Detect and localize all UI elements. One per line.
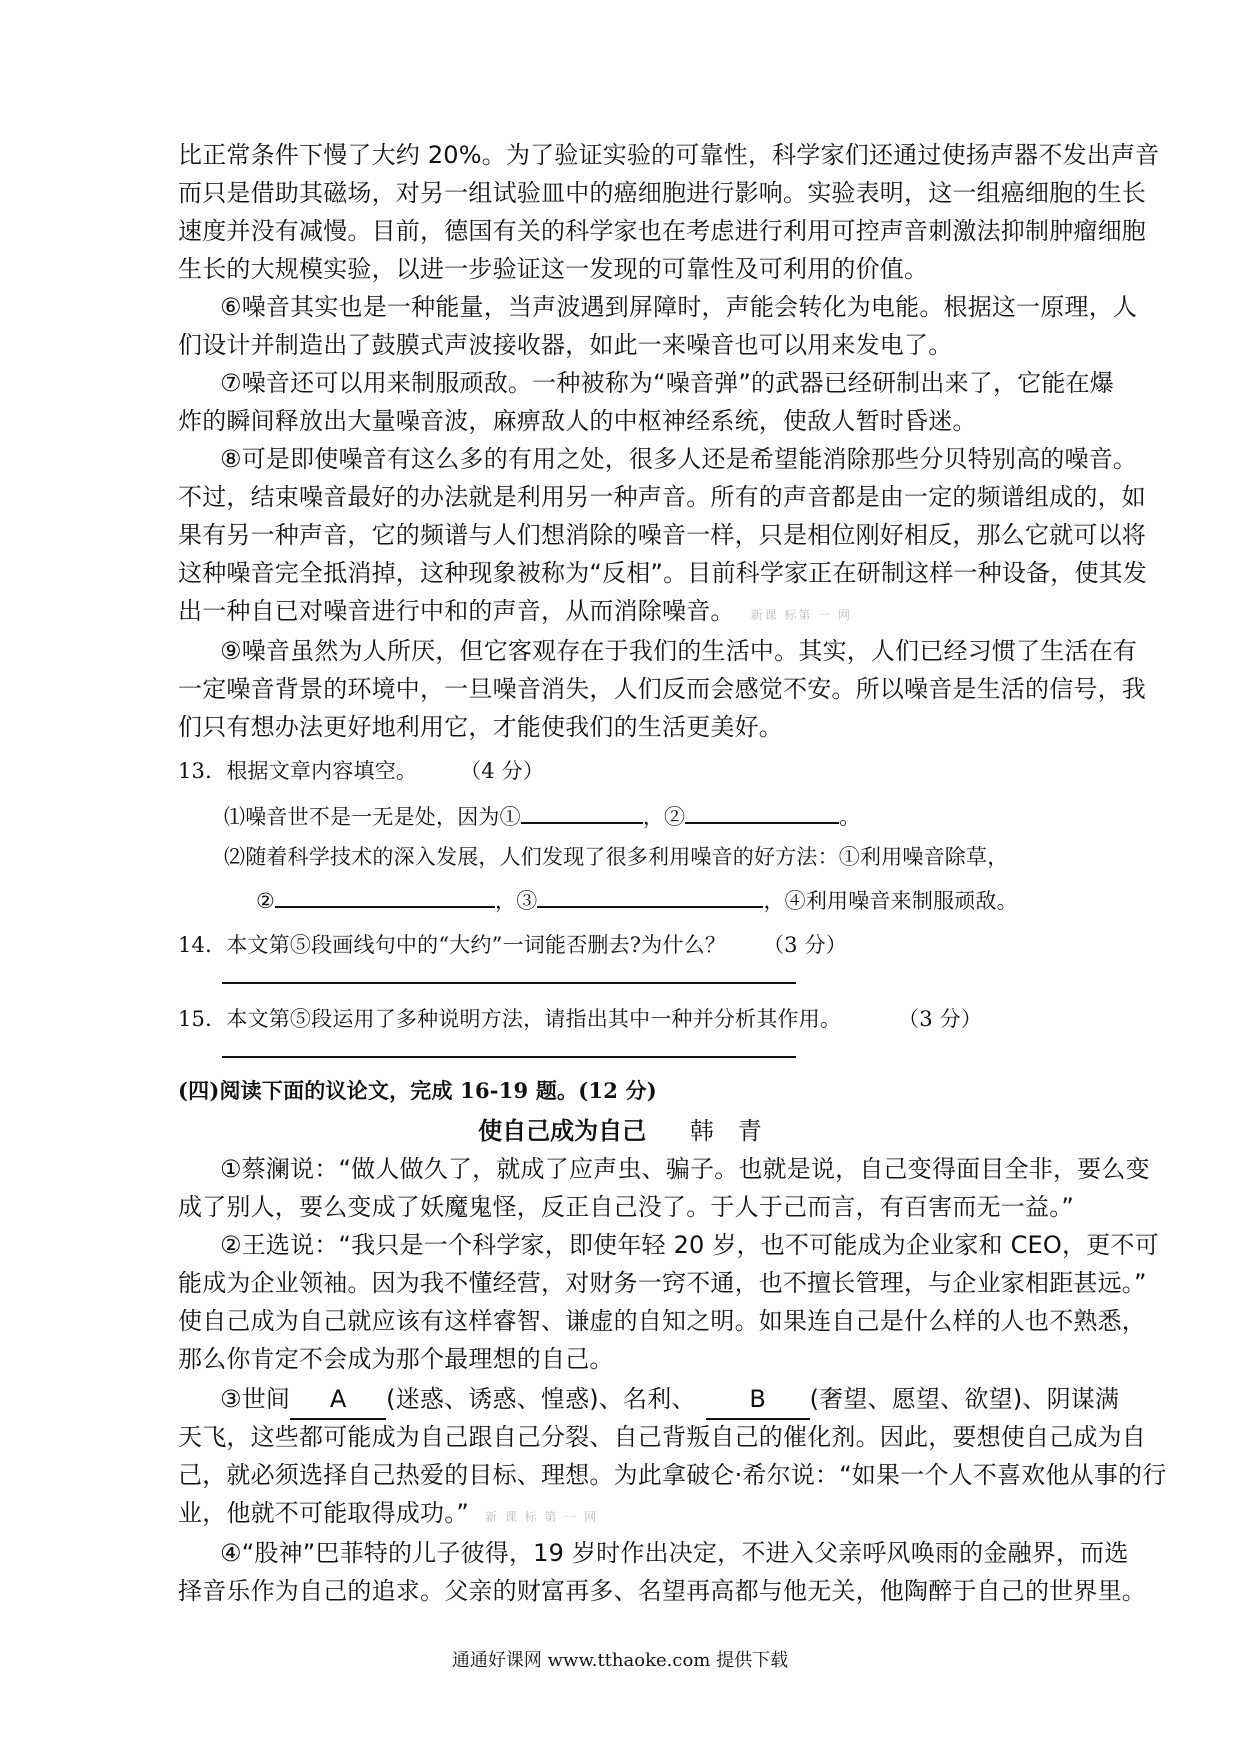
p5-line-3: 速度并没有减慢。目前，德国有关的科学家也在考虑进行利用可控声音刺激法抑制肿瘤细胞 <box>178 217 1146 245</box>
question-15 <box>178 1000 1078 1038</box>
p7-line-1: ⑦噪音还可以用来制服顽敌。一种被称为“噪音弹”的武器已经研制出来了，它能在爆 <box>220 369 1114 397</box>
q14-stem: 14．本文第⑤段画线句中的“大约”一词能否删去?为什么？ <box>178 933 727 957</box>
s4-p4-line-1: ④“股神”巴菲特的儿子彼得，19 岁时作出决定，不进入父亲呼风唤雨的金融界，而选 <box>220 1539 1129 1567</box>
section-4-heading: (四)阅读下面的议论文，完成 16-19 题。(12 分) <box>178 1078 657 1103</box>
p8-line-2: 不过，结束噪音最好的办法就是利用另一种声音。所有的声音都是由一定的频谱组成的，如 <box>178 483 1146 511</box>
s4-p1-line-2: 成了别人，要么变成了妖魔鬼怪，反正自己没了。于人于己而言，有百害而无一益。” <box>178 1193 1075 1221</box>
blank-b[interactable]: B <box>706 1380 810 1420</box>
p7-line-2: 炸的瞬间释放出大量噪音波，麻痹敌人的中枢神经系统，使敌人暂时昏迷。 <box>178 407 977 435</box>
s4-p1-line-1: ①蔡澜说：“做人做久了，就成了应声虫、骗子。也就是说，自己变得面目全非，要么变 <box>220 1155 1150 1183</box>
q13-sub1-c: 。 <box>839 805 861 829</box>
q13-points: （4 分） <box>460 759 545 783</box>
p8-line-5 <box>178 592 1078 634</box>
s4-p4-line-2: 择音乐作为自己的追求。父亲的财富再多、名望再高都与他无关，他陶醉于自己的世界里。 <box>178 1577 1146 1605</box>
p8-line-1: ⑧可是即使噪音有这么多的有用之处，很多人还是希望能消除那些分贝特别高的噪音。 <box>220 445 1138 473</box>
p9-line-1: ⑨噪音虽然为人所厌，但它客观存在于我们的生活中。其实，人们已经习惯了生活在有 <box>220 637 1138 665</box>
q15-points: （3 分） <box>898 1007 983 1031</box>
p8-line-3: 果有另一种声音，它的频谱与人们想消除的噪音一样，只是相位刚好相反，那么它就可以将 <box>178 521 1146 549</box>
s4-p3-start: ③世间 <box>220 1385 291 1413</box>
p8-line-4: 这种噪音完全抵消掉，这种现象被称为“反相”。目前科学家正在研制这样一种设备，使其发 <box>178 559 1148 587</box>
q15-stem: 15．本文第⑤段运用了多种说明方法，请指出其中一种并分析其作用。 <box>178 1007 842 1031</box>
p5-line-2: 而只是借助其磁场，对另一组试验皿中的癌细胞进行影响。实验表明，这一组癌细胞的生长 <box>178 179 1146 207</box>
s4-p3-end: (奢望、愿望、欲望)、阴谋满 <box>809 1385 1120 1413</box>
blank-a[interactable]: A <box>290 1380 386 1420</box>
s4-p3-line-2: 天飞，这些都可能成为自己跟自己分裂、自己背叛自己的催化剂。因此，要想使自己成为自 <box>178 1423 1146 1451</box>
q13-sub2-a: ② <box>256 889 276 913</box>
q14-points: （3 分） <box>762 933 847 957</box>
q13-sub1-a: ⑴噪音世不是一无是处，因为① <box>224 805 521 829</box>
article-title-block <box>0 1112 1240 1150</box>
p8-line-5-text: 出一种自已对噪音进行中和的声音，从而消除噪音。 <box>178 597 735 625</box>
question-14 <box>178 926 1078 964</box>
page-footer: 通通好课网 www.tthaoke.com 提供下载 <box>451 1650 789 1671</box>
p5-line-1: 比正常条件下慢了大约 20%。为了验证实验的可靠性，科学家们还通过使扬声器不发出声音 <box>178 141 1160 169</box>
q13-sub2-line-1: ⑵随着科学技术的深入发展，人们发现了很多利用噪音的好方法：①利用噪音除草， <box>224 845 1009 869</box>
answer-line[interactable] <box>222 982 796 984</box>
article-author: 韩 青 <box>689 1117 762 1145</box>
answer-line[interactable] <box>222 1056 796 1058</box>
p5-line-4: 生长的大规模实验，以进一步验证这一发现的可靠性及可利用的价值。 <box>178 255 929 283</box>
p9-line-3: 们只有想办法更好地利用它，才能使我们的生活更美好。 <box>178 713 783 741</box>
s4-p2-line-2: 能成为企业领袖。因为我不懂经营，对财务一窍不通，也不擅长管理，与企业家相距甚远。” <box>178 1269 1147 1297</box>
answer-blank[interactable] <box>275 880 495 908</box>
s4-p2-line-1: ②王选说：“我只是一个科学家，即使年轻 20 岁，也不可能成为企业家和 CEO，更不可 <box>220 1231 1159 1259</box>
p9-line-2: 一定噪音背景的环境中，一旦噪音消失，人们反而会感觉不安。所以噪音是生活的信号，我 <box>178 675 1146 703</box>
question-13 <box>178 752 1078 790</box>
s4-p3-line-4 <box>178 1494 1078 1536</box>
q13-sub1 <box>224 796 1124 836</box>
answer-blank[interactable] <box>521 796 643 824</box>
p6-line-2: 们设计并制造出了鼓膜式声波接收器，如此一来噪音也可以用来发电了。 <box>178 331 953 359</box>
q13-stem: 13．根据文章内容填空。 <box>178 759 418 783</box>
article-title: 使自己成为自己 <box>478 1117 647 1145</box>
s4-p3-line-4-text: 业，他就不可能取得成功。” <box>178 1499 470 1527</box>
s4-p3-line-3: 己，就必须选择自己热爱的目标、理想。为此拿破仑·希尔说：“如果一个人不喜欢他从事的行 <box>178 1461 1167 1489</box>
watermark: 新 课 标 第 一 网 <box>485 1510 599 1524</box>
watermark: 新课 标第 一 网 <box>750 608 853 622</box>
q13-sub2-b: ，③ <box>495 889 538 913</box>
s4-p2-line-3: 使自己成为自己就应该有这样睿智、谦虚的自知之明。如果连自己是什么样的人也不熟悉， <box>178 1307 1146 1335</box>
answer-blank[interactable] <box>685 796 839 824</box>
answer-blank[interactable] <box>537 880 763 908</box>
s4-p2-line-4: 那么你肯定不会成为那个最理想的自己。 <box>178 1345 614 1373</box>
s4-p3-mid: (迷惑、诱惑、惶惑)、名利、 <box>386 1385 696 1413</box>
q13-sub2-c: ，④利用噪音来制服顽敌。 <box>763 889 1018 913</box>
q13-sub1-b: ，② <box>642 805 686 829</box>
p6-line-1: ⑥噪音其实也是一种能量，当声波遇到屏障时，声能会转化为电能。根据这一原理，人 <box>220 293 1138 321</box>
q13-sub2-line-2 <box>256 880 1156 920</box>
s4-p3-line-1 <box>220 1380 1120 1420</box>
